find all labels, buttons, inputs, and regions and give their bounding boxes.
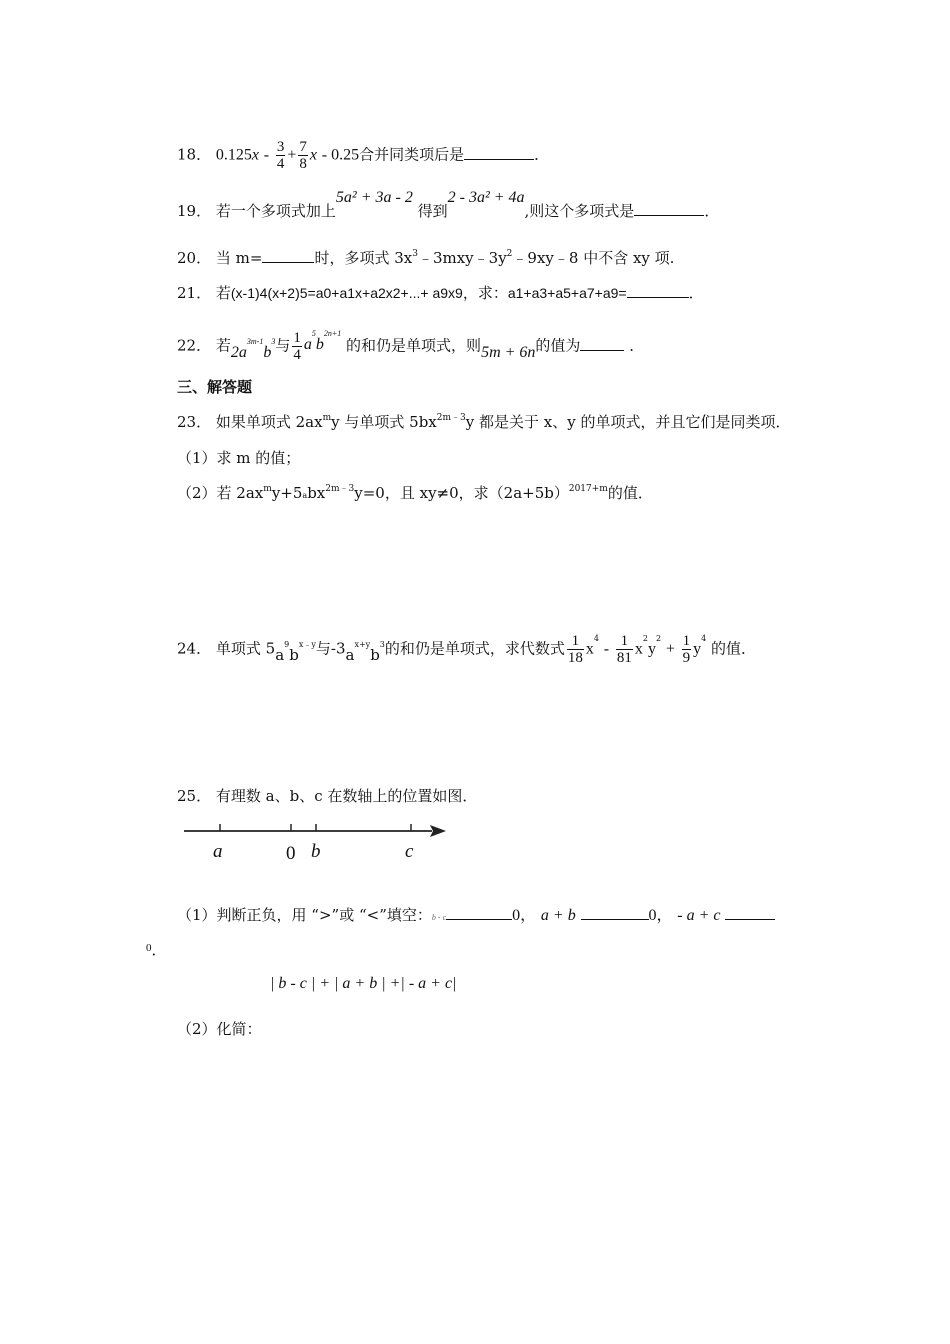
- number-line: [180, 820, 450, 840]
- fraction-1-9: $\frac{1}{9}$: [682, 633, 691, 666]
- question-23: 23． 如果单项式 $2ax^my$ 与单项式 $5bx^{2m﹣3}y$ 都是关于 x、y 的单项式，并且它们是同类项．: [177, 413, 791, 431]
- polynomial-a: 5a² + 3a - 2: [335, 189, 413, 206]
- question-25: 25． 有理数 a、b、c 在数轴上的位置如图．: [177, 787, 478, 805]
- answer-blank: [725, 905, 775, 920]
- question-23-part-2: （2）若 $2ax^my+5abx^{2m﹣3}y=0$，且 xy≠0，求$(2a+5b)^{2017+m}$的值．: [177, 484, 653, 502]
- axis-label-zero: 0: [286, 843, 296, 864]
- question-25-expression: | b - c | + | a + b | +| - a + c|: [270, 975, 457, 992]
- question-19: 19． 若一个多项式加上5a² + 3a - 2 得到2 - 3a² + 4a,则这个多项式是 ．: [177, 189, 720, 220]
- fraction-1-81: $\frac{1}{81}$: [616, 633, 632, 666]
- answer-blank: [446, 905, 512, 920]
- question-number: 18．: [177, 145, 212, 164]
- polynomial-b: 2 - 3a² + 4a: [447, 189, 525, 206]
- question-18: 18． 0.125x - $\frac{3}{4}$ + $\frac{7}{8}$ x - 0.25合并同类项后是 ．: [177, 139, 550, 172]
- question-23-part-1: （1）求 m 的值；: [177, 449, 301, 467]
- answer-blank: [627, 283, 689, 298]
- axis-label-b: b: [311, 841, 321, 862]
- answer-blank: [581, 905, 649, 920]
- answer-blank: [262, 248, 314, 263]
- question-24: 24． 单项式 $5a^9b^{x﹣y}$与$-3a^{x+y}b^3$的和仍是单项式，求代数式 $\frac{1}{18}$ $x^4$ - $\frac{1}{81}$ $x^2y^2$ + $\frac{1}{9}$ $y^4$ 的值．: [177, 633, 757, 666]
- answer-blank: [634, 201, 704, 216]
- question-25-part-1: （1）判断正负，用 “>”或 “<”填空：b - c 0， a + b 0， - a + c: [177, 905, 775, 928]
- question-20: 20． 当 m= 时，多项式 $3x^3﹣3mxy﹣3y^2﹣9xy﹣8$ 中不含 xy 项.: [177, 249, 675, 267]
- question-25-part-1-continuation: $^0$．: [146, 941, 167, 959]
- question-22: 22． 若$2a^{3m-1}b^3$与 $\frac{1}{4}$ $a^5b^{2n+1}$ 的和仍是单项式，则5m + 6n的值为 ．: [177, 329, 645, 363]
- question-25-part-2: （2）化简：: [177, 1020, 262, 1038]
- question-21: 21． 若(x-1)4(x+2)5=a0+a1x+a2x2+...+ a9x9，求：a1+a3+a5+a7+a9= ．: [177, 284, 704, 302]
- axis-label-c: c: [405, 841, 414, 862]
- fraction-1-4: $\frac{1}{4}$: [293, 330, 301, 363]
- axis-label-a: a: [213, 841, 223, 862]
- fraction-1-18: $\frac{1}{18}$: [567, 633, 583, 666]
- section-heading: 三、解答题: [177, 378, 253, 396]
- answer-blank: [580, 336, 624, 351]
- answer-blank: [464, 145, 534, 160]
- fraction-7-8: $\frac{7}{8}$: [299, 139, 307, 172]
- fraction-3-4: $\frac{3}{4}$: [276, 139, 285, 172]
